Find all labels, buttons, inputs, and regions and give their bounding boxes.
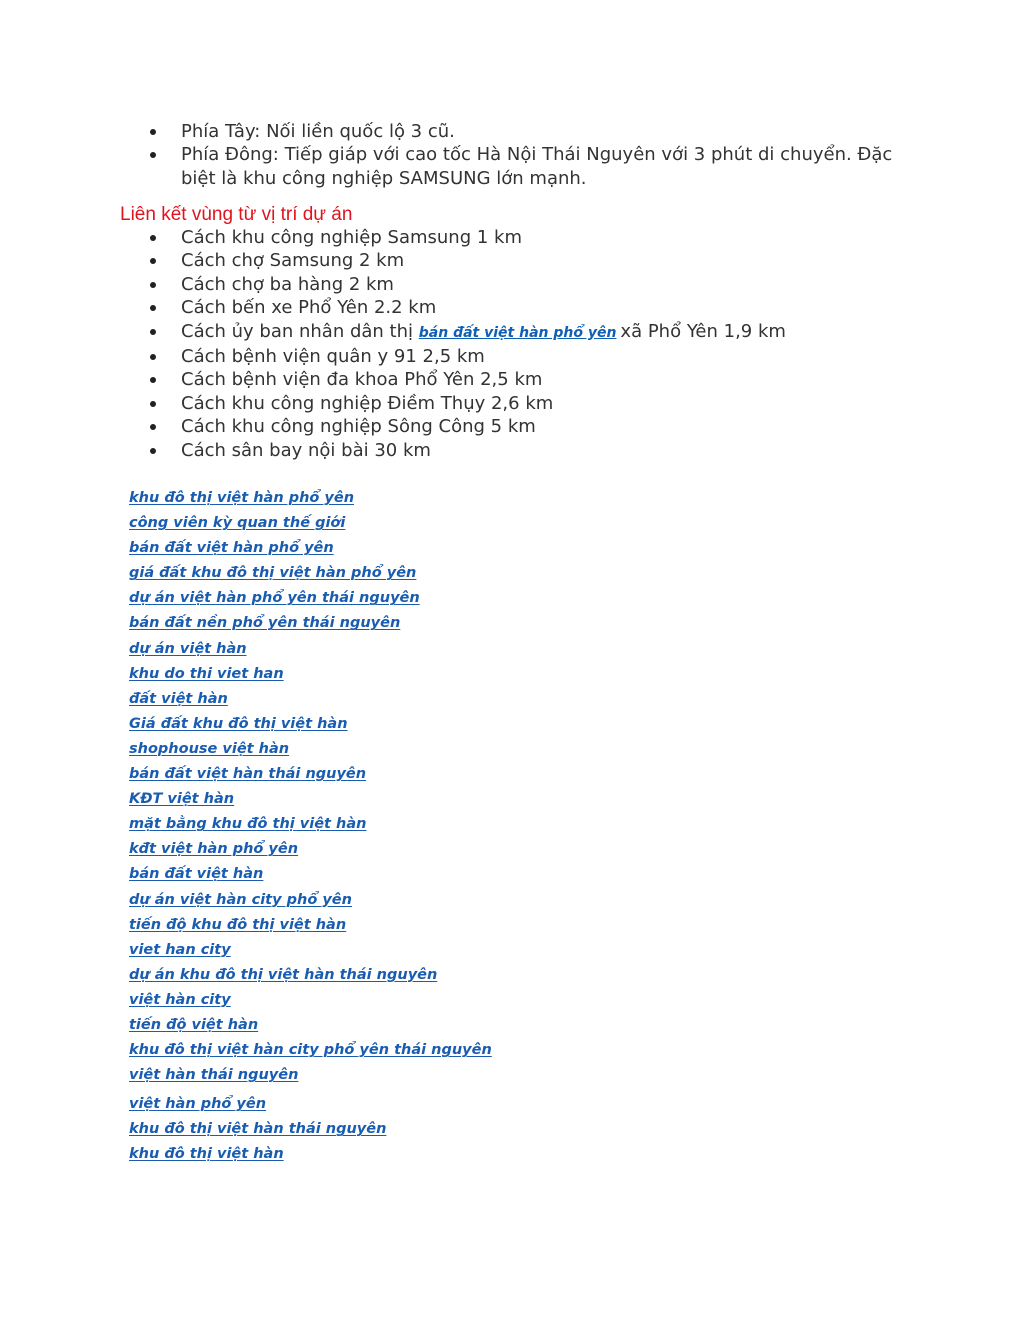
keyword-link[interactable]: bán đất việt hàn (129, 866, 264, 883)
direction-list (150, 120, 910, 190)
keyword-link[interactable]: việt hàn thái nguyên (129, 1067, 299, 1084)
keyword-link[interactable]: dự án khu đô thị việt hàn thái nguyên (129, 966, 438, 983)
bullet-icon (150, 377, 156, 383)
keyword-link[interactable]: tiến độ khu đô thị việt hàn (129, 916, 347, 933)
keyword-link[interactable]: dự án việt hàn city phổ yên (129, 891, 352, 908)
keyword-link[interactable]: shophouse việt hàn (129, 740, 290, 757)
list-item (129, 1092, 492, 1117)
list-item-text: Cách khu công nghiệp Sông Công 5 km (181, 416, 536, 438)
bullet-icon (150, 129, 156, 135)
keyword-link[interactable]: khu đô thị việt hàn thái nguyên (129, 1121, 387, 1138)
list-item-text: Cách khu công nghiệp Điềm Thụy 2,6 km (181, 392, 554, 414)
keyword-link[interactable]: bán đất nền phổ yên thái nguyên (129, 615, 401, 632)
bullet-icon (150, 401, 156, 407)
list-item (150, 226, 910, 249)
bullet-icon (150, 235, 156, 241)
list-item (129, 862, 492, 887)
list-item (129, 536, 492, 561)
list-item-text: xã Phổ Yên 1,9 km (620, 320, 786, 342)
list-item (129, 1142, 492, 1167)
list-item (129, 888, 492, 913)
bullet-icon (150, 448, 156, 454)
keyword-link-list (129, 486, 492, 1168)
list-item (129, 561, 492, 586)
bullet-icon (150, 258, 156, 264)
list-item (129, 938, 492, 963)
list-item (129, 486, 492, 511)
list-item-text: Cách bến xe Phổ Yên 2.2 km (181, 297, 437, 319)
list-item (129, 812, 492, 837)
keyword-link[interactable]: Giá đất khu đô thị việt hàn (129, 715, 348, 732)
list-item-text: Cách bệnh viện quân y 91 2,5 km (181, 346, 485, 368)
list-item (129, 511, 492, 536)
keyword-link[interactable]: công viên kỳ quan thế giới (129, 515, 346, 532)
bullet-icon (150, 424, 156, 430)
bullet-icon (150, 282, 156, 288)
list-item-text: Cách ủy ban nhân dân thị (181, 320, 414, 342)
list-item-text: Cách khu công nghiệp Samsung 1 km (181, 227, 522, 248)
list-item-text: Cách bệnh viện đa khoa Phổ Yên 2,5 km (181, 369, 543, 391)
list-item (129, 1013, 492, 1038)
keyword-link[interactable]: khu đô thị việt hàn city phổ yên thái nguyên (129, 1042, 492, 1059)
regional-links-list (150, 226, 910, 462)
list-item (129, 1063, 492, 1088)
list-item (150, 273, 910, 296)
bullet-icon (150, 329, 156, 335)
keyword-link[interactable]: mặt bằng khu đô thị việt hàn (129, 816, 367, 833)
direction-west-text: Phía Tây: Nối liền quốc lộ 3 cũ. (181, 121, 455, 142)
list-item (150, 415, 910, 438)
keyword-link[interactable]: bán đất việt hàn phổ yên (129, 540, 334, 557)
list-item (129, 1117, 492, 1142)
list-item (129, 737, 492, 762)
keyword-link[interactable]: kđt việt hàn phổ yên (129, 841, 299, 858)
list-item (129, 963, 492, 988)
keyword-link[interactable]: KĐT việt hàn (129, 791, 235, 808)
bullet-icon (150, 305, 156, 311)
list-item (129, 787, 492, 812)
list-item (150, 368, 910, 391)
list-item-text: Cách chợ ba hàng 2 km (181, 273, 394, 295)
keyword-link[interactable]: khu do thi viet han (129, 665, 284, 682)
direction-east-text: Phía Đông: Tiếp giáp với cao tốc Hà Nội Thái Nguyên với 3 phút di chuyển. Đặc biệt là khu công nghiệp SAMSUNG lớn mạnh. (181, 144, 893, 189)
list-item (150, 320, 910, 345)
list-item (150, 143, 910, 190)
list-item (129, 662, 492, 687)
list-item (129, 687, 492, 712)
list-item (129, 988, 492, 1013)
list-item (129, 712, 492, 737)
section-heading: Liên kết vùng từ vị trí dự án (120, 204, 353, 225)
list-item (150, 392, 910, 415)
list-item (150, 249, 910, 272)
list-item (150, 439, 910, 462)
keyword-link[interactable]: bán đất việt hàn thái nguyên (129, 766, 367, 783)
list-item (129, 913, 492, 938)
keyword-link[interactable]: giá đất khu đô thị việt hàn phổ yên (129, 565, 417, 582)
keyword-link[interactable]: dự án việt hàn (129, 640, 247, 657)
keyword-link[interactable]: tiến độ việt hàn (129, 1016, 259, 1033)
keyword-link[interactable]: khu đô thị việt hàn (129, 1146, 284, 1163)
bullet-icon (150, 152, 156, 158)
list-item (129, 637, 492, 662)
inline-keyword-link[interactable]: bán đất việt hàn phổ yên (418, 324, 617, 341)
keyword-link[interactable]: đất việt hàn (129, 690, 228, 707)
list-item (129, 762, 492, 787)
list-item (150, 120, 910, 143)
list-item (129, 611, 492, 636)
keyword-link[interactable]: viet han city (129, 941, 231, 958)
list-item (129, 1038, 492, 1063)
list-item (150, 345, 910, 368)
list-item (150, 296, 910, 319)
list-item-text: Cách chợ Samsung 2 km (181, 250, 405, 272)
keyword-link[interactable]: việt hàn city (129, 991, 231, 1008)
keyword-link[interactable]: dự án việt hàn phổ yên thái nguyên (129, 590, 420, 607)
list-item (129, 837, 492, 862)
list-item (129, 586, 492, 611)
list-item-text: Cách sân bay nội bài 30 km (181, 439, 431, 461)
bullet-icon (150, 354, 156, 360)
keyword-link[interactable]: việt hàn phổ yên (129, 1096, 267, 1113)
keyword-link[interactable]: khu đô thị việt hàn phổ yên (129, 490, 355, 506)
